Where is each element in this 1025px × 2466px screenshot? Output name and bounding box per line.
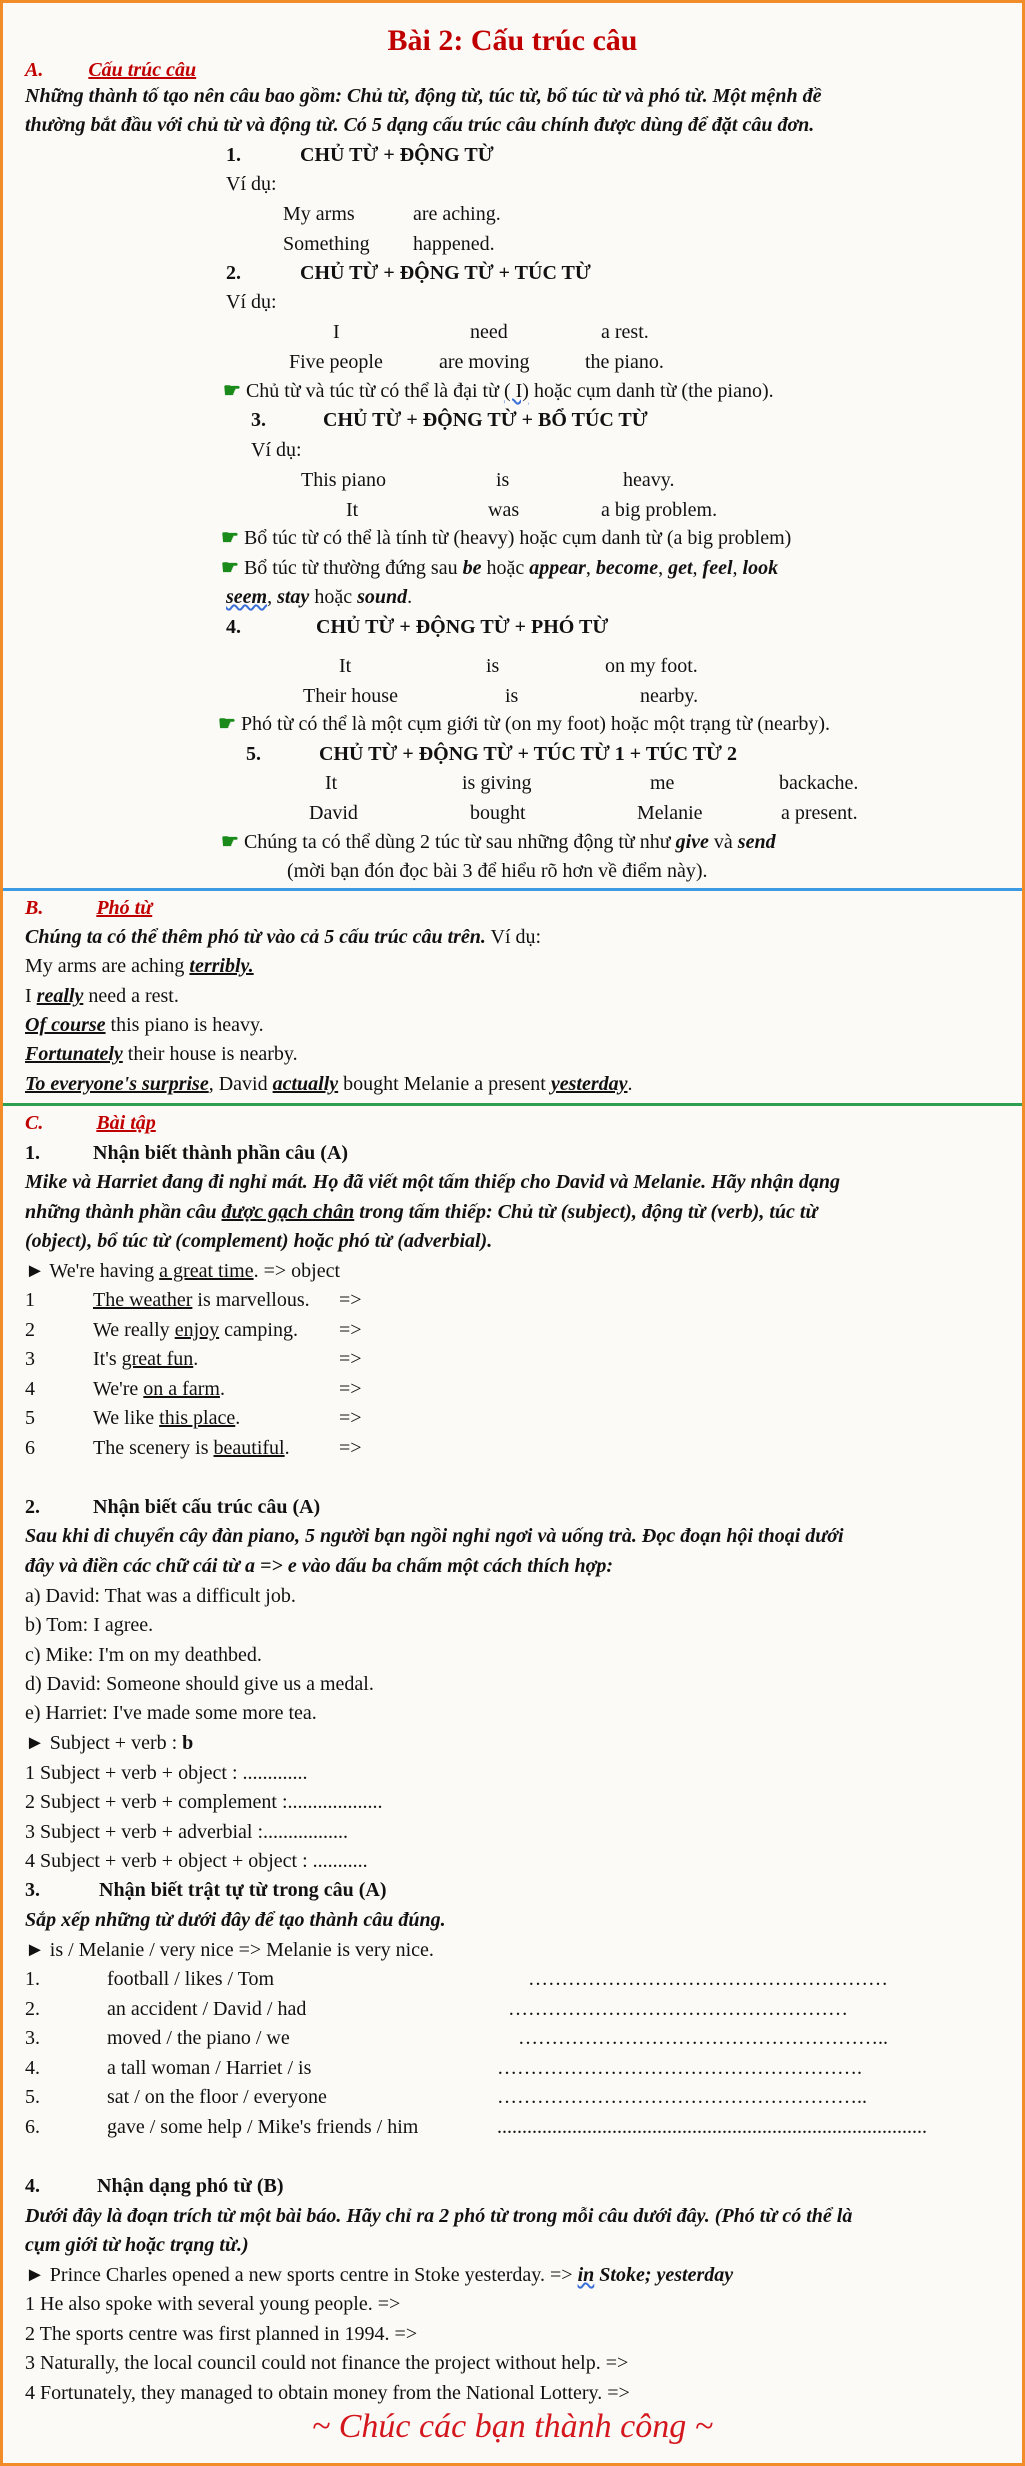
- answer-arrow: =>: [339, 1378, 362, 1400]
- answer-blank: ……………………………………………: [508, 1998, 848, 2020]
- example-verb: bought: [470, 802, 526, 824]
- pointing-hand-icon: ☛: [221, 557, 239, 579]
- section-b-letter: B.: [25, 897, 44, 919]
- example-verb: are moving: [439, 351, 530, 373]
- note-line-continued: seem, stay hoặc sound.: [226, 586, 413, 608]
- pattern-4-number: 4.: [226, 616, 241, 638]
- example-subject: This piano: [301, 469, 386, 491]
- item-text-post: .: [219, 1378, 225, 1400]
- underlined-part: this place: [159, 1407, 236, 1429]
- exercise-3-example: ► is / Melanie / very nice => Melanie is very nice.: [25, 1939, 434, 1961]
- section-b-title: Phó từ: [96, 897, 153, 919]
- underlined-part: enjoy: [174, 1319, 220, 1341]
- list-item: 1 He also spoke with several young people. =>: [25, 2293, 401, 2315]
- item-text-pre: The scenery is: [93, 1437, 214, 1459]
- item-number: 3.: [25, 2027, 40, 2049]
- underlined-part: on a farm: [143, 1378, 220, 1400]
- example-subject: It: [339, 655, 352, 677]
- example-subject: My arms: [283, 203, 355, 225]
- dialog-line: b) Tom: I agree.: [25, 1614, 154, 1636]
- example-verb: is: [496, 469, 510, 491]
- item-text: [93, 1435, 290, 1461]
- example-subject: Five people: [289, 351, 383, 373]
- underlined-part: great fun: [121, 1348, 194, 1370]
- section-c-letter: C.: [25, 1112, 44, 1134]
- example-complement: a big problem.: [601, 499, 718, 521]
- scrambled-words: moved / the piano / we: [107, 2027, 290, 2049]
- item-text: [93, 1346, 198, 1372]
- item-number: 4: [25, 1378, 35, 1400]
- example-subject: It: [325, 772, 338, 794]
- scrambled-words: gave / some help / Mike's friends / him: [107, 2116, 419, 2138]
- item-number: 1.: [25, 1968, 40, 1990]
- example-object-1: me: [650, 772, 675, 794]
- list-item: 3 Subject + verb + adverbial :.................: [25, 1821, 349, 1843]
- vidu-label: Ví dụ:: [226, 173, 277, 195]
- exercise-1-instruction: Mike và Harriet đang đi nghỉ mát. Họ đã viết một tấm thiếp cho David và Melanie. Hãy nhận dạng: [25, 1171, 841, 1193]
- scrambled-words: sat / on the floor / everyone: [107, 2086, 327, 2108]
- item-number: 2: [25, 1319, 35, 1341]
- example-verb: is: [505, 685, 519, 707]
- answer-blank: ………………………………………………..: [518, 2027, 888, 2049]
- exercise-2-heading: 2. Nhận biết cấu trúc câu (A): [25, 1496, 321, 1518]
- section-divider: [3, 1103, 1022, 1106]
- note-line-continued: (mời bạn đón đọc bài 3 để hiểu rõ hơn về điểm này).: [287, 860, 708, 882]
- list-item: 2 Subject + verb + complement :...................: [25, 1791, 383, 1813]
- item-number: 3: [25, 1348, 35, 1370]
- pattern-2-formula: CHỦ TỪ + ĐỘNG TỪ + TÚC TỪ: [300, 262, 591, 284]
- section-divider: [3, 888, 1022, 891]
- pattern-4-formula: CHỦ TỪ + ĐỘNG TỪ + PHÓ TỪ: [316, 616, 609, 638]
- example-verb: was: [488, 499, 520, 521]
- pattern-3-formula: CHỦ TỪ + ĐỘNG TỪ + BỔ TÚC TỪ: [323, 409, 648, 431]
- section-c-title: Bài tập: [96, 1112, 156, 1134]
- exercise-1-instruction: (object), bổ túc từ (complement) hoặc phó từ (adverbial).: [25, 1230, 493, 1252]
- adverb-example: My arms are aching terribly.: [25, 955, 254, 977]
- item-number: 2.: [25, 1998, 40, 2020]
- adverb-example: Fortunately their house is nearby.: [25, 1043, 298, 1065]
- exercise-4-instruction: Dưới đây là đoạn trích từ một bài báo. Hãy chỉ ra 2 phó từ trong mỗi câu dưới đây. (Phó từ có thể là: [25, 2205, 853, 2227]
- scrambled-words: football / likes / Tom: [107, 1968, 275, 1990]
- example-verb: happened.: [413, 233, 495, 255]
- item-text-pre: We like: [93, 1407, 160, 1429]
- exercise-4-heading: 4. Nhận dạng phó từ (B): [25, 2175, 284, 2197]
- example-subject: Their house: [303, 685, 398, 707]
- list-item: 4 Subject + verb + object + object : ...........: [25, 1850, 368, 1872]
- item-text-pre: We're: [93, 1378, 144, 1400]
- item-number: 4.: [25, 2057, 40, 2079]
- pattern-1-number: 1.: [226, 144, 241, 166]
- example-adverbial: nearby.: [640, 685, 699, 707]
- page-title: Bài 2: Cấu trúc câu: [387, 24, 638, 57]
- example-subject: David: [309, 802, 358, 824]
- adverb-example: I really need a rest.: [25, 985, 179, 1007]
- answer-arrow: =>: [339, 1319, 362, 1341]
- example-subject: Something: [283, 233, 370, 255]
- exercise-2-example: ► Subject + verb : b: [25, 1732, 194, 1754]
- note-line: ☛ Bổ túc từ thường đứng sau be hoặc appear, become, get, feel, look: [221, 557, 779, 579]
- example-object-2: a present.: [781, 802, 858, 824]
- pointing-hand-icon: ☛: [223, 380, 241, 402]
- item-number: 6.: [25, 2116, 40, 2138]
- underlined-part: beautiful: [213, 1437, 285, 1459]
- list-item: 2 The sports centre was first planned in 1994. =>: [25, 2323, 418, 2345]
- item-text: [93, 1376, 225, 1402]
- example-verb: is: [486, 655, 500, 677]
- answer-arrow: =>: [339, 1289, 362, 1311]
- answer-blank: ………………………………………………..: [497, 2086, 867, 2108]
- example-subject: It: [346, 499, 359, 521]
- answer-arrow: =>: [339, 1437, 362, 1459]
- dialog-line: a) David: That was a difficult job.: [25, 1585, 296, 1607]
- vidu-label: Ví dụ:: [226, 291, 277, 313]
- dialog-line: c) Mike: I'm on my deathbed.: [25, 1644, 262, 1666]
- adverb-example: Of course this piano is heavy.: [25, 1014, 264, 1036]
- scrambled-words: a tall woman / Harriet / is: [107, 2057, 312, 2079]
- example-adverbial: on my foot.: [605, 655, 698, 677]
- section-a-letter: A.: [25, 59, 44, 81]
- list-item: 1 Subject + verb + object : .............: [25, 1762, 308, 1784]
- answer-blank: ………………………………………………: [528, 1968, 888, 1990]
- exercise-3-instruction: Sắp xếp những từ dưới đây để tạo thành câu đúng.: [25, 1909, 446, 1931]
- section-a-heading: [25, 57, 196, 83]
- note-line: ☛ Bổ túc từ có thể là tính từ (heavy) hoặc cụm danh từ (a big problem): [221, 527, 792, 549]
- item-text-pre: We really: [93, 1319, 175, 1341]
- pattern-5-number: 5.: [246, 743, 261, 765]
- item-text-post: is marvellous.: [192, 1289, 310, 1311]
- item-number: 5.: [25, 2086, 40, 2108]
- section-a-intro-1: Những thành tố tạo nên câu bao gồm: Chủ từ, động từ, túc từ, bổ túc từ và phó từ. Một mệnh đề: [25, 85, 822, 107]
- dialog-line: d) David: Someone should give us a medal.: [25, 1673, 374, 1695]
- note-line: ☛ Chúng ta có thể dùng 2 túc từ sau những động từ như give và send: [221, 831, 776, 853]
- exercise-2-instruction: Sau khi di chuyển cây đàn piano, 5 người bạn ngồi nghỉ ngơi và uống trà. Đọc đoạn hội thoại dưới: [25, 1525, 844, 1547]
- exercise-4-example: ► Prince Charles opened a new sports centre in Stoke yesterday. => in Stoke; yesterday: [25, 2264, 734, 2286]
- item-text-pre: It's: [93, 1348, 122, 1370]
- example-complement: heavy.: [623, 469, 675, 491]
- item-text: [93, 1317, 298, 1343]
- underlined-part: The weather: [93, 1289, 193, 1311]
- list-item: 3 Naturally, the local council could not finance the project without help. =>: [25, 2352, 629, 2374]
- item-number: 1: [25, 1289, 35, 1311]
- example-verb: need: [470, 321, 508, 343]
- item-text: [93, 1287, 310, 1313]
- pointing-hand-icon: ☛: [218, 713, 236, 735]
- example-object: the piano.: [585, 351, 664, 373]
- pattern-3-number: 3.: [251, 409, 266, 431]
- item-text-post: .: [235, 1407, 241, 1429]
- note-line: ☛ Phó từ có thể là một cụm giới từ (on my foot) hoặc một trạng từ (nearby).: [218, 713, 831, 735]
- answer-arrow: =>: [339, 1348, 362, 1370]
- example-object-1: Melanie: [637, 802, 703, 824]
- item-text-post: .: [284, 1437, 290, 1459]
- pointing-hand-icon: ☛: [221, 527, 239, 549]
- exercise-1-heading: 1. Nhận biết thành phần câu (A): [25, 1142, 349, 1164]
- exercise-3-heading: 3. Nhận biết trật tự từ trong câu (A): [25, 1879, 387, 1901]
- pattern-1-formula: CHỦ TỪ + ĐỘNG TỪ: [300, 144, 494, 166]
- item-text-post: camping.: [219, 1319, 298, 1341]
- answer-arrow: =>: [339, 1407, 362, 1429]
- answer-blank: ......................................................................................: [497, 2116, 927, 2138]
- section-a-title: Cấu trúc câu: [88, 59, 197, 81]
- example-verb: is giving: [462, 772, 532, 794]
- note-line: ☛ Chủ từ và túc từ có thể là đại từ ( I) hoặc cụm danh từ (the piano).: [223, 380, 774, 402]
- pattern-5-formula: CHỦ TỪ + ĐỘNG TỪ + TÚC TỪ 1 + TÚC TỪ 2: [319, 743, 737, 765]
- exercise-1-instruction: những thành phần câu được gạch chân trong tấm thiếp: Chủ từ (subject), động từ (verb), túc từ: [25, 1201, 818, 1223]
- answer-blank: ……………………………………………….: [497, 2057, 862, 2079]
- closing-message: ~ Chúc các bạn thành công ~: [311, 2408, 714, 2445]
- adverb-example: To everyone's surprise, David actually bought Melanie a present yesterday.: [25, 1073, 633, 1095]
- item-number: 5: [25, 1407, 35, 1429]
- pattern-2-number: 2.: [226, 262, 241, 284]
- item-number: 6: [25, 1437, 35, 1459]
- example-verb: are aching.: [413, 203, 501, 225]
- scrambled-words: an accident / David / had: [107, 1998, 307, 2020]
- section-b-heading: [25, 895, 152, 921]
- section-a-intro-2: thường bắt đầu với chủ từ và động từ. Có 5 dạng cấu trúc câu chính được dùng để đặt câu đơn.: [25, 114, 815, 136]
- list-item: 4 Fortunately, they managed to obtain money from the National Lottery. =>: [25, 2382, 630, 2404]
- exercise-2-instruction: đây và điền các chữ cái từ a => e vào dấu ba chấm một cách thích hợp:: [25, 1555, 613, 1577]
- pointing-hand-icon: ☛: [221, 831, 239, 853]
- example-object-2: backache.: [779, 772, 859, 794]
- item-text-post: .: [193, 1348, 199, 1370]
- dialog-line: e) Harriet: I've made some more tea.: [25, 1702, 317, 1724]
- example-object: a rest.: [601, 321, 649, 343]
- exercise-1-example: ► We're having a great time. => object: [25, 1260, 341, 1282]
- exercise-4-instruction: cụm giới từ hoặc trạng từ.): [25, 2234, 249, 2256]
- item-text: [93, 1405, 240, 1431]
- example-subject: I: [333, 321, 340, 343]
- section-b-intro: Chúng ta có thể thêm phó từ vào cả 5 cấu trúc câu trên. Ví dụ:: [25, 926, 542, 948]
- section-c-heading: [25, 1110, 156, 1136]
- vidu-label: Ví dụ:: [251, 439, 302, 461]
